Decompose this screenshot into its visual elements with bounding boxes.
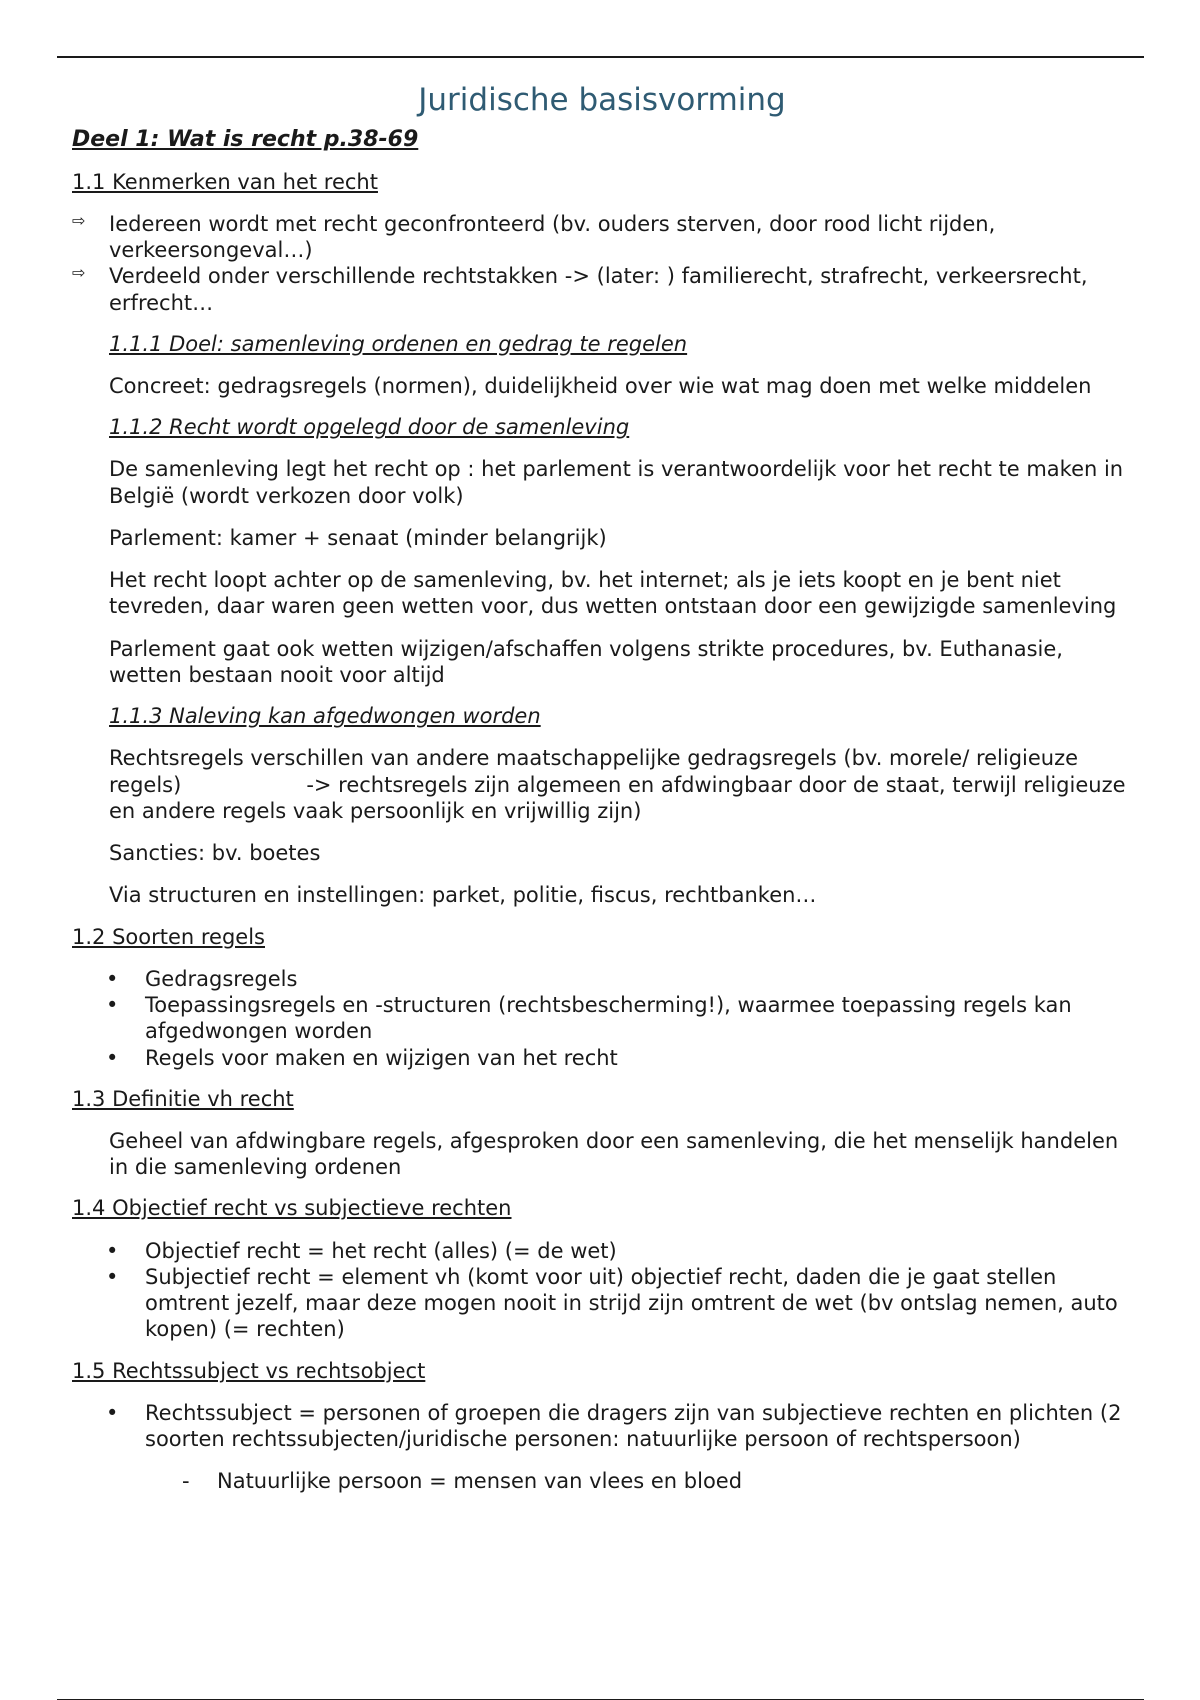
list-item: • Gedragsregels [106, 966, 298, 991]
section-heading-1-3: 1.3 Definitie vh recht [72, 1086, 294, 1111]
paragraph: De samenleving legt het recht op : het parlement is verantwoordelijk voor het recht te maken in België (wordt verkozen door volk) [109, 457, 1124, 508]
section-heading-1-1-3: 1.1.3 Naleving kan afgedwongen worden [109, 704, 541, 729]
bullet-list [72, 1238, 1132, 1343]
paragraph: Sancties: bv. boetes [109, 841, 321, 866]
paragraph: Concreet: gedragsregels (normen), duidelijkheid over wie wat mag doen met welke middelen [109, 373, 1092, 398]
paragraph: Parlement gaat ook wetten wijzigen/afschaffen volgens strikte procedures, bv. Euthanasie, wetten bestaan nooit voor altijd [109, 636, 1063, 687]
top-rule [57, 56, 1144, 58]
section-heading-1-2: 1.2 Soorten regels [72, 924, 265, 949]
bullet-list [72, 966, 1132, 1071]
section-heading-1-4: 1.4 Objectief recht vs subjectieve rechten [72, 1196, 512, 1221]
paragraph: Rechtsregels verschillen van andere maatschappelijke gedragsregels (bv. morele/ religieuze regels) -> rechtsregels zijn algemeen en afdwingbaar door de staat, terwijl religieuze en andere regels vaak persoonlijk en vrijwillig zijn) [109, 746, 1126, 823]
arrow-icon: ⇨ [72, 210, 86, 230]
list-item: • Subjectief recht = element vh (komt voor uit) objectief recht, daden die je gaat stellen omtrent jezelf, maar deze mogen nooit in strijd zijn omtrent de wet (bv ontslag nemen, auto kopen) (= rechten) [106, 1264, 1118, 1342]
bullet-icon: • [106, 966, 119, 991]
document-title: Juridische basisvorming [418, 82, 786, 118]
sub-bullet-list [72, 1468, 1132, 1494]
section-heading-1-5: 1.5 Rechtssubject vs rechtsobject [72, 1358, 426, 1383]
bullet-icon: • [106, 1400, 119, 1425]
list-item: • Rechtssubject = personen of groepen die dragers zijn van subjectieve rechten en plichten (2 soorten rechtssubjecten/juridische personen: natuurlijke persoon of rechtspersoon) [106, 1400, 1122, 1452]
part-heading: Deel 1: Wat is recht p.38-69 [72, 127, 419, 153]
dash-icon: - [182, 1469, 190, 1494]
bullet-icon: • [106, 1264, 119, 1289]
section-heading-1-1-2: 1.1.2 Recht wordt opgelegd door de samenleving [109, 415, 630, 440]
list-item: - Natuurlijke persoon = mensen van vlees en bloed [182, 1469, 743, 1494]
arrow-list [72, 211, 1132, 316]
paragraph: Via structuren en instellingen: parket, politie, fiscus, rechtbanken… [109, 883, 817, 908]
list-item: • Toepassingsregels en -structuren (rechtsbescherming!), waarmee toepassing regels kan afgedwongen worden [106, 993, 1072, 1044]
list-item: ⇨ Iedereen wordt met recht geconfronteerd (bv. ouders sterven, door rood licht rijden, verkeersongeval…) [72, 210, 996, 263]
section-heading-1-1-1: 1.1.1 Doel: samenleving ordenen en gedrag te regelen [109, 331, 688, 356]
bullet-icon: • [106, 1238, 119, 1263]
paragraph: Parlement: kamer + senaat (minder belangrijk) [109, 525, 607, 550]
section-heading-1-1: 1.1 Kenmerken van het recht [72, 169, 378, 194]
list-item: ⇨ Verdeeld onder verschillende rechtstakken -> (later: ) familierecht, strafrecht, verkeersrecht, erfrecht… [72, 263, 1088, 315]
bullet-icon: • [106, 1045, 119, 1070]
list-item: • Objectief recht = het recht (alles) (= de wet) [106, 1238, 617, 1263]
list-item: • Regels voor maken en wijzigen van het recht [106, 1045, 618, 1070]
bullet-list [72, 1400, 1132, 1453]
paragraph: Geheel van afdwingbare regels, afgesproken door een samenleving, die het menselijk handelen in die samenleving ordenen [109, 1128, 1119, 1180]
paragraph: Het recht loopt achter op de samenleving, bv. het internet; als je iets koopt en je bent niet tevreden, daar waren geen wetten voor, dus wetten ontstaan door een gewijzigde samenleving [109, 568, 1117, 619]
bullet-icon: • [106, 993, 119, 1018]
document-page [72, 82, 1132, 1495]
arrow-icon: ⇨ [72, 263, 86, 283]
